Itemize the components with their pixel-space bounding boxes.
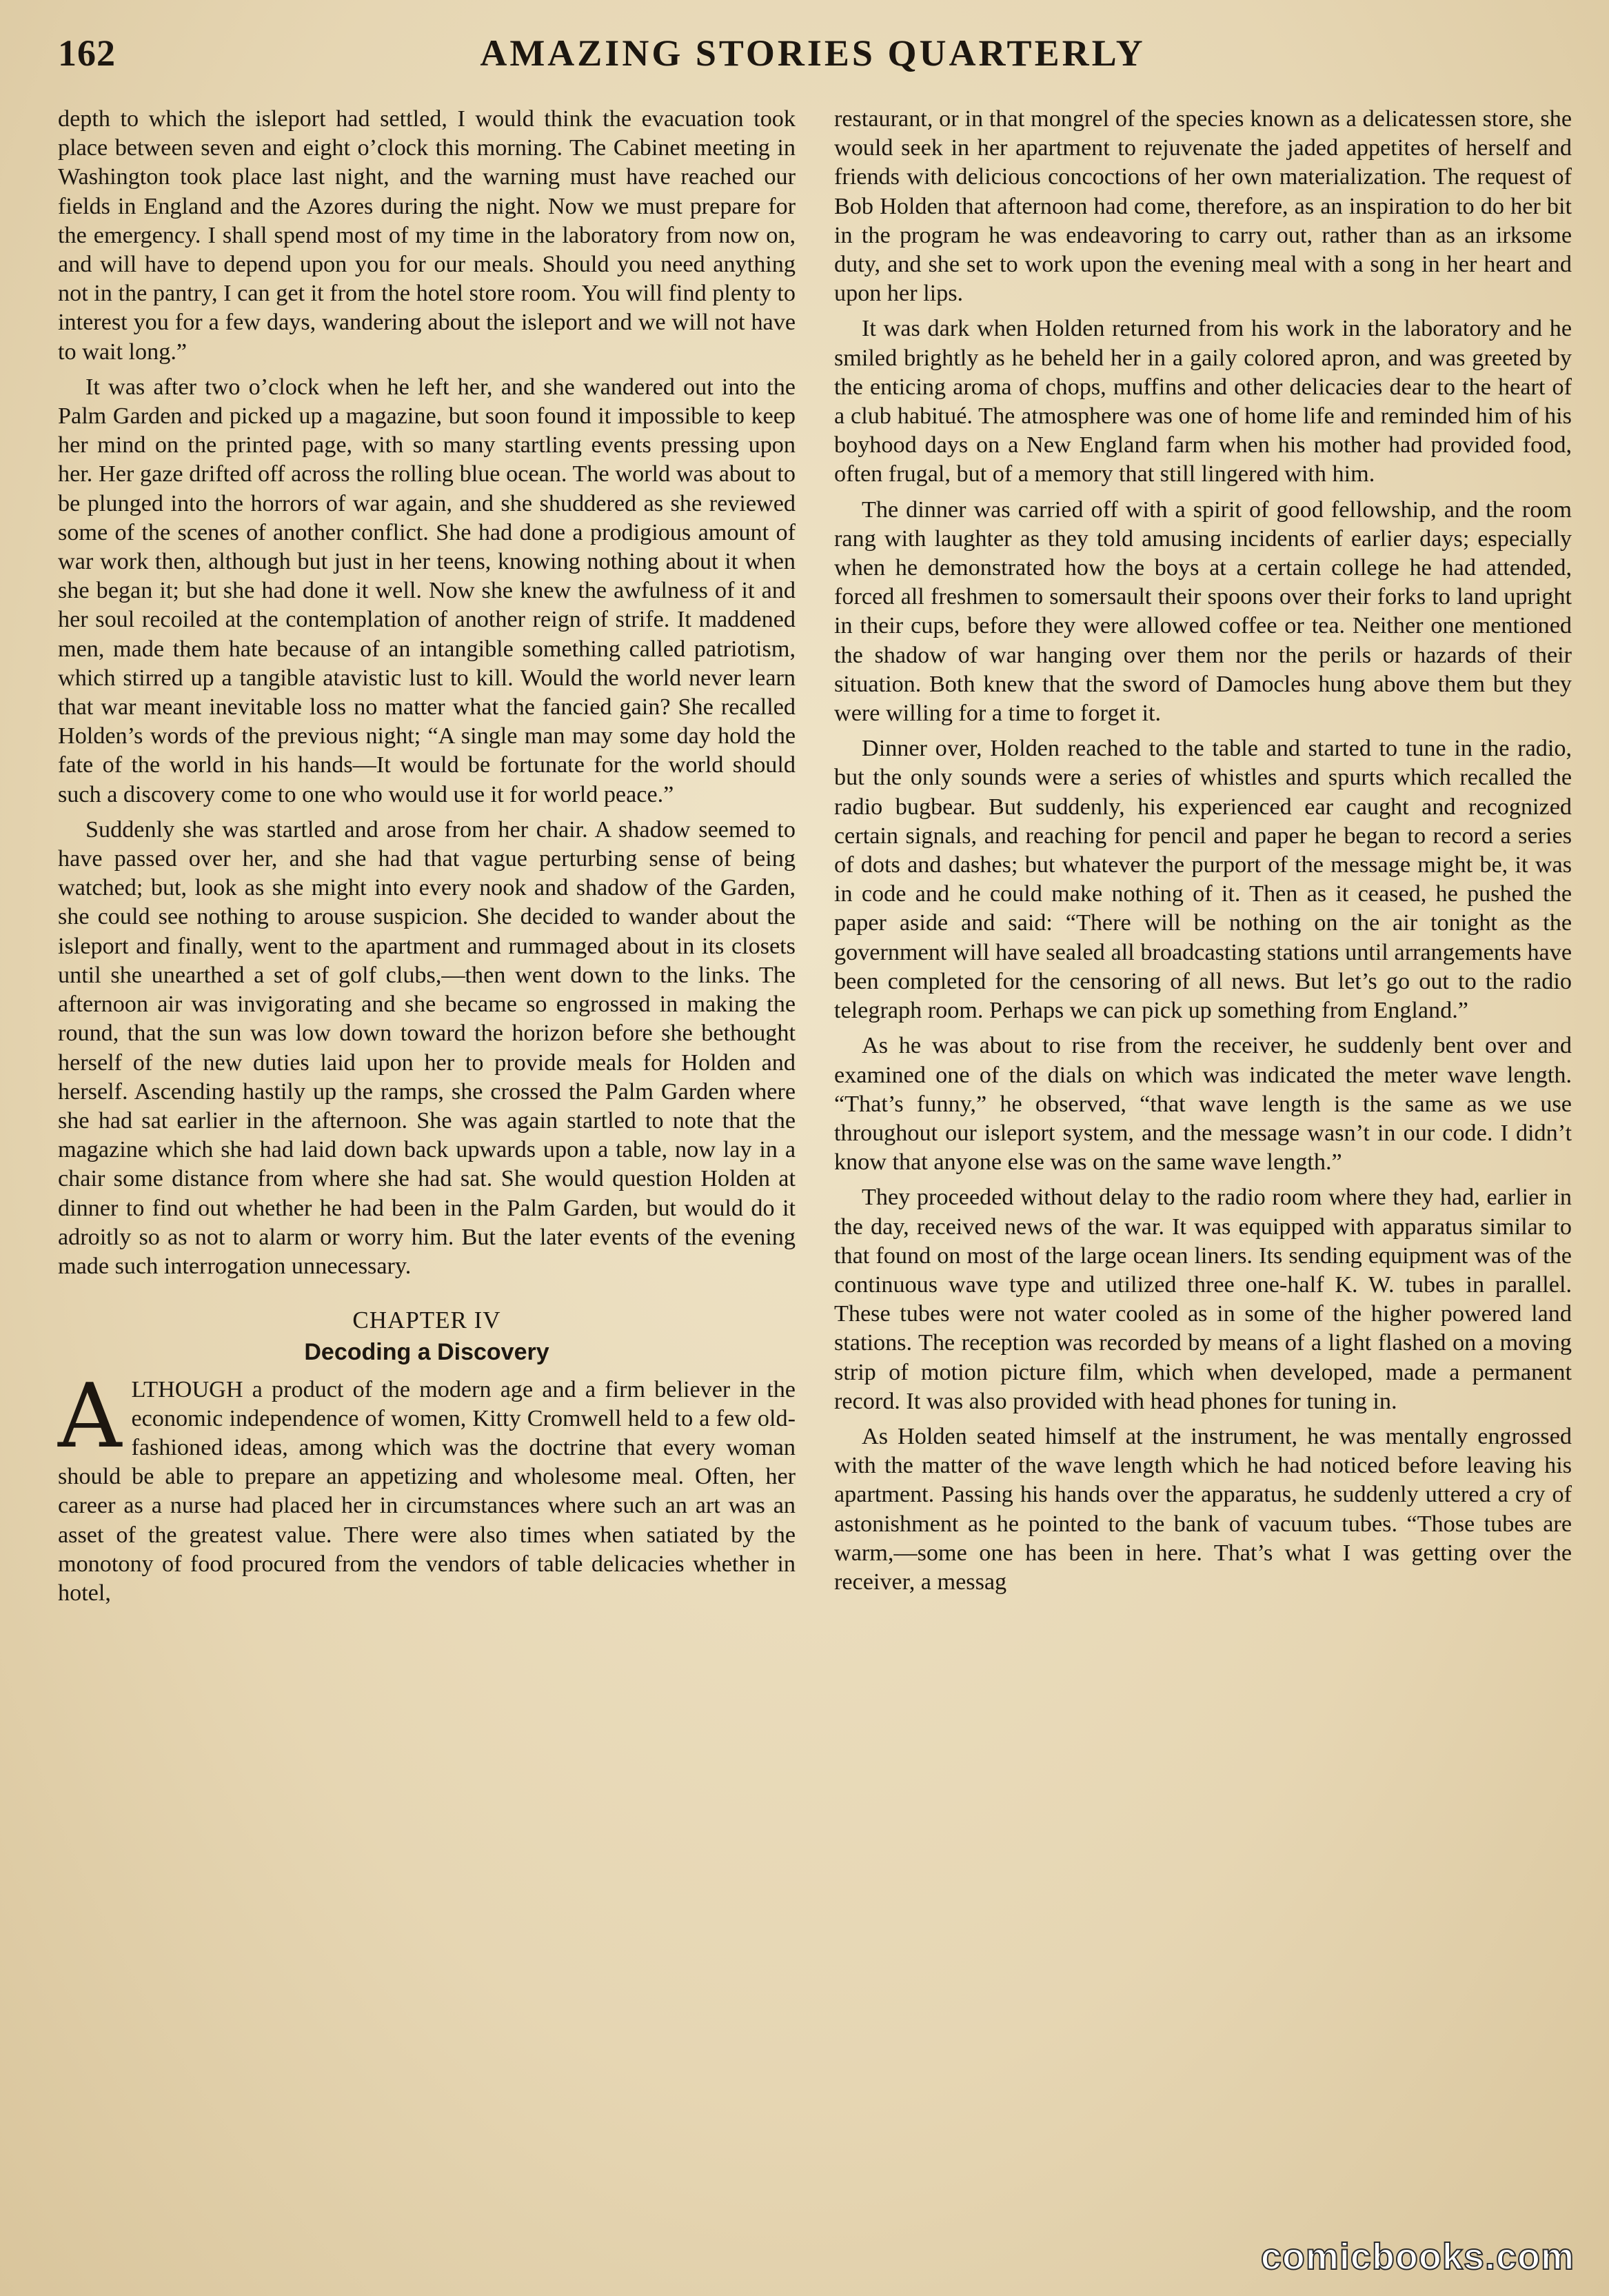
watermark: comicbooks.com <box>1260 2236 1575 2277</box>
paragraph: As Holden seated himself at the instrument, he was mentally engrossed with the matter of the wave length which he had noticed before leaving his apartment. Passing his hands over the apparatus, he suddenly uttered a cry of astonishment as he pointed to the bank of vacuum tubes. “Those tubes are warm,—some one has been in here. That’s what I was getting over the receiver, a messag <box>834 1423 1572 1595</box>
left-column <box>58 105 796 1614</box>
chapter-heading: CHAPTER IV <box>352 1307 501 1334</box>
paragraph-text: LTHOUGH a product of the modern age and a firm believer in the economic independence of women, Kitty Cromwell held to a few old-fashioned ideas, among which was the doctrine that every woman should be able to prepare an appetizing and wholesome meal. Often, her career as a nurse had placed her in circumstances where such an art was an asset of the greatest value. There were also times when satiated by the monotony of food procured from the vendors of table delicacies whether in hotel, <box>58 1376 796 1606</box>
paragraph: As he was about to rise from the receiver, he suddenly bent over and examined one of the dials on which was indicated the meter wave length. “That’s funny,” he observed, “that wave length is the same as we use throughout our isleport system, and the message wasn’t in our code. I didn’t know that anyone else was on the same wave length.” <box>834 1033 1572 1176</box>
page-header <box>58 29 1568 84</box>
paragraph: It was after two o’clock when he left her, and she wandered out into the Palm Garden and picked up a magazine, but soon found it impossible to keep her mind on the printed page, with so many startling events pressing upon her. Her gaze drifted off across the rolling blue ocean. The world was about to be plunged into the horrors of war again, and she shuddered as she reviewed some of the scenes of another conflict. She had done a prodigious amount of war work then, although but just in her teens, knowing nothing about it when she began it; but she had done it well. Now she knew the awfulness of it and her soul recoiled at the contemplation of another reign of strife. It maddened men, made them hate because of an intangible something called patriotism, which stirred up a tangible atavistic lust to kill. Would the world never learn that war meant inevitable loss no matter what the fancied gain? She recalled Holden’s words of the previous night; “A single man may some day hold the fate of the world in his hands—It would be fortunate for the world should such a discovery come to one who would use it for world peace.” <box>58 374 796 807</box>
page-number: 162 <box>58 32 116 74</box>
drop-cap: A <box>58 1364 122 1468</box>
paragraph: depth to which the isleport had settled, I would think the evacuation took place between seven and eight o’clock this morning. The Cabinet meeting in Washington took place last night, and the warning must have reached our fields in England and the Azores during the night. Now we must prepare for the emergency. I shall spend most of my time in the laboratory from now on, and will have to depend upon you for our meals. Should you need anything not in the pantry, I can get it from the hotel store room. You will find plenty to interest you for a few days, wandering about the isleport and we will not have to wait long.” <box>58 106 796 365</box>
paragraph: It was dark when Holden returned from his work in the laboratory and he smiled brightly as he beheld her in a gaily colored apron, and was greeted by the enticing aroma of chops, muffins and other delicacies dear to the heart of a club habitué. The atmosphere was one of home life and reminded him of his boyhood days on a New England farm when his mother had provided food, often frugal, but of a memory that still lingered with him. <box>834 316 1572 487</box>
paragraph: The dinner was carried off with a spirit of good fellowship, and the room rang with laughter as they told amusing incidents of earlier days; especially when he demonstrated how the boys at a certain college he had attended, forced all freshmen to somersault their spoons over their forks to land upright in their cups, before they were allowed coffee or tea. Neither one mentioned the shadow of war hanging over them nor the perils or hazards of their situation. Both knew that the sword of Damocles hung above them but they were willing for a time to forget it. <box>834 496 1572 727</box>
paragraph: They proceeded without delay to the radio room where they had, earlier in the day, received news of the war. It was equipped with apparatus similar to that found on most of the large ocean liners. Its sending equipment was of the continuous wave type and utilized three one-half K. W. tubes in parallel. These tubes were not water cooled as in some of the higher powered land stations. The reception was recorded by means of a light flashed on a moving strip of motion picture film, which when developed, made a permanent record. It was also provided with head phones for tuning in. <box>834 1185 1572 1414</box>
paragraph: restaurant, or in that mongrel of the species known as a delicatessen store, she would seek in her apartment to rejuvenate the jaded appetites of herself and friends with delicious concoctions of her own materialization. The request of Bob Holden that afternoon had come, therefore, as an inspiration to do her bit in the program he was endeavoring to carry out, rather than as an irksome duty, and she set to work upon the evening meal with a song in her heart and upon her lips. <box>834 106 1572 307</box>
chapter-opening-paragraph <box>58 1364 796 1609</box>
paragraph: Suddenly she was startled and arose from her chair. A shadow seemed to have passed over her, and she had that vague perturbing sense of being watched; but, look as she might into every nook and shadow of the Garden, she could see nothing to arouse suspicion. She decided to wander about the isleport and finally, went to the apartment and rummaged about in its closets until she unearthed a set of golf clubs,—then went down to the links. The afternoon air was invigorating and she became so engrossed in making the round, that the sun was low down toward the horizon before she bethought herself of the new duties laid upon her to provide meals for Holden and herself. Ascending hastily up the ramps, she crossed the Palm Garden where she had sat earlier in the afternoon. She was again startled to note that the magazine which she had laid down back upwards upon a table, now lay in a chair some distance from where she had sat. She would question Holden at dinner to find out whether he had been in the Palm Garden, but would do it adroitly so as not to alarm or worry him. But the later events of the evening made such interrogation unnecessary. <box>58 816 796 1279</box>
chapter-title: Decoding a Discovery <box>304 1339 549 1366</box>
right-column <box>834 105 1572 1603</box>
paragraph: Dinner over, Holden reached to the table and started to tune in the radio, but the only sounds were a series of whistles and spurts which recalled the radio bugbear. But suddenly, his experienced ear caught and recognized certain signals, and reaching for pencil and paper he began to record a series of dots and dashes; but whatever the purport of the message might be, it was in code and he could make nothing of it. Then as it ceased, he pushed the paper aside and said: “There will be nothing on the air tonight as the government will have sealed all broadcasting stations until arrangements have been completed for the censoring of all news. But let’s go out to the radio telegraph room. Perhaps we can pick up something from England.” <box>834 736 1572 1024</box>
running-head: AMAZING STORIES QUARTERLY <box>480 32 1146 74</box>
